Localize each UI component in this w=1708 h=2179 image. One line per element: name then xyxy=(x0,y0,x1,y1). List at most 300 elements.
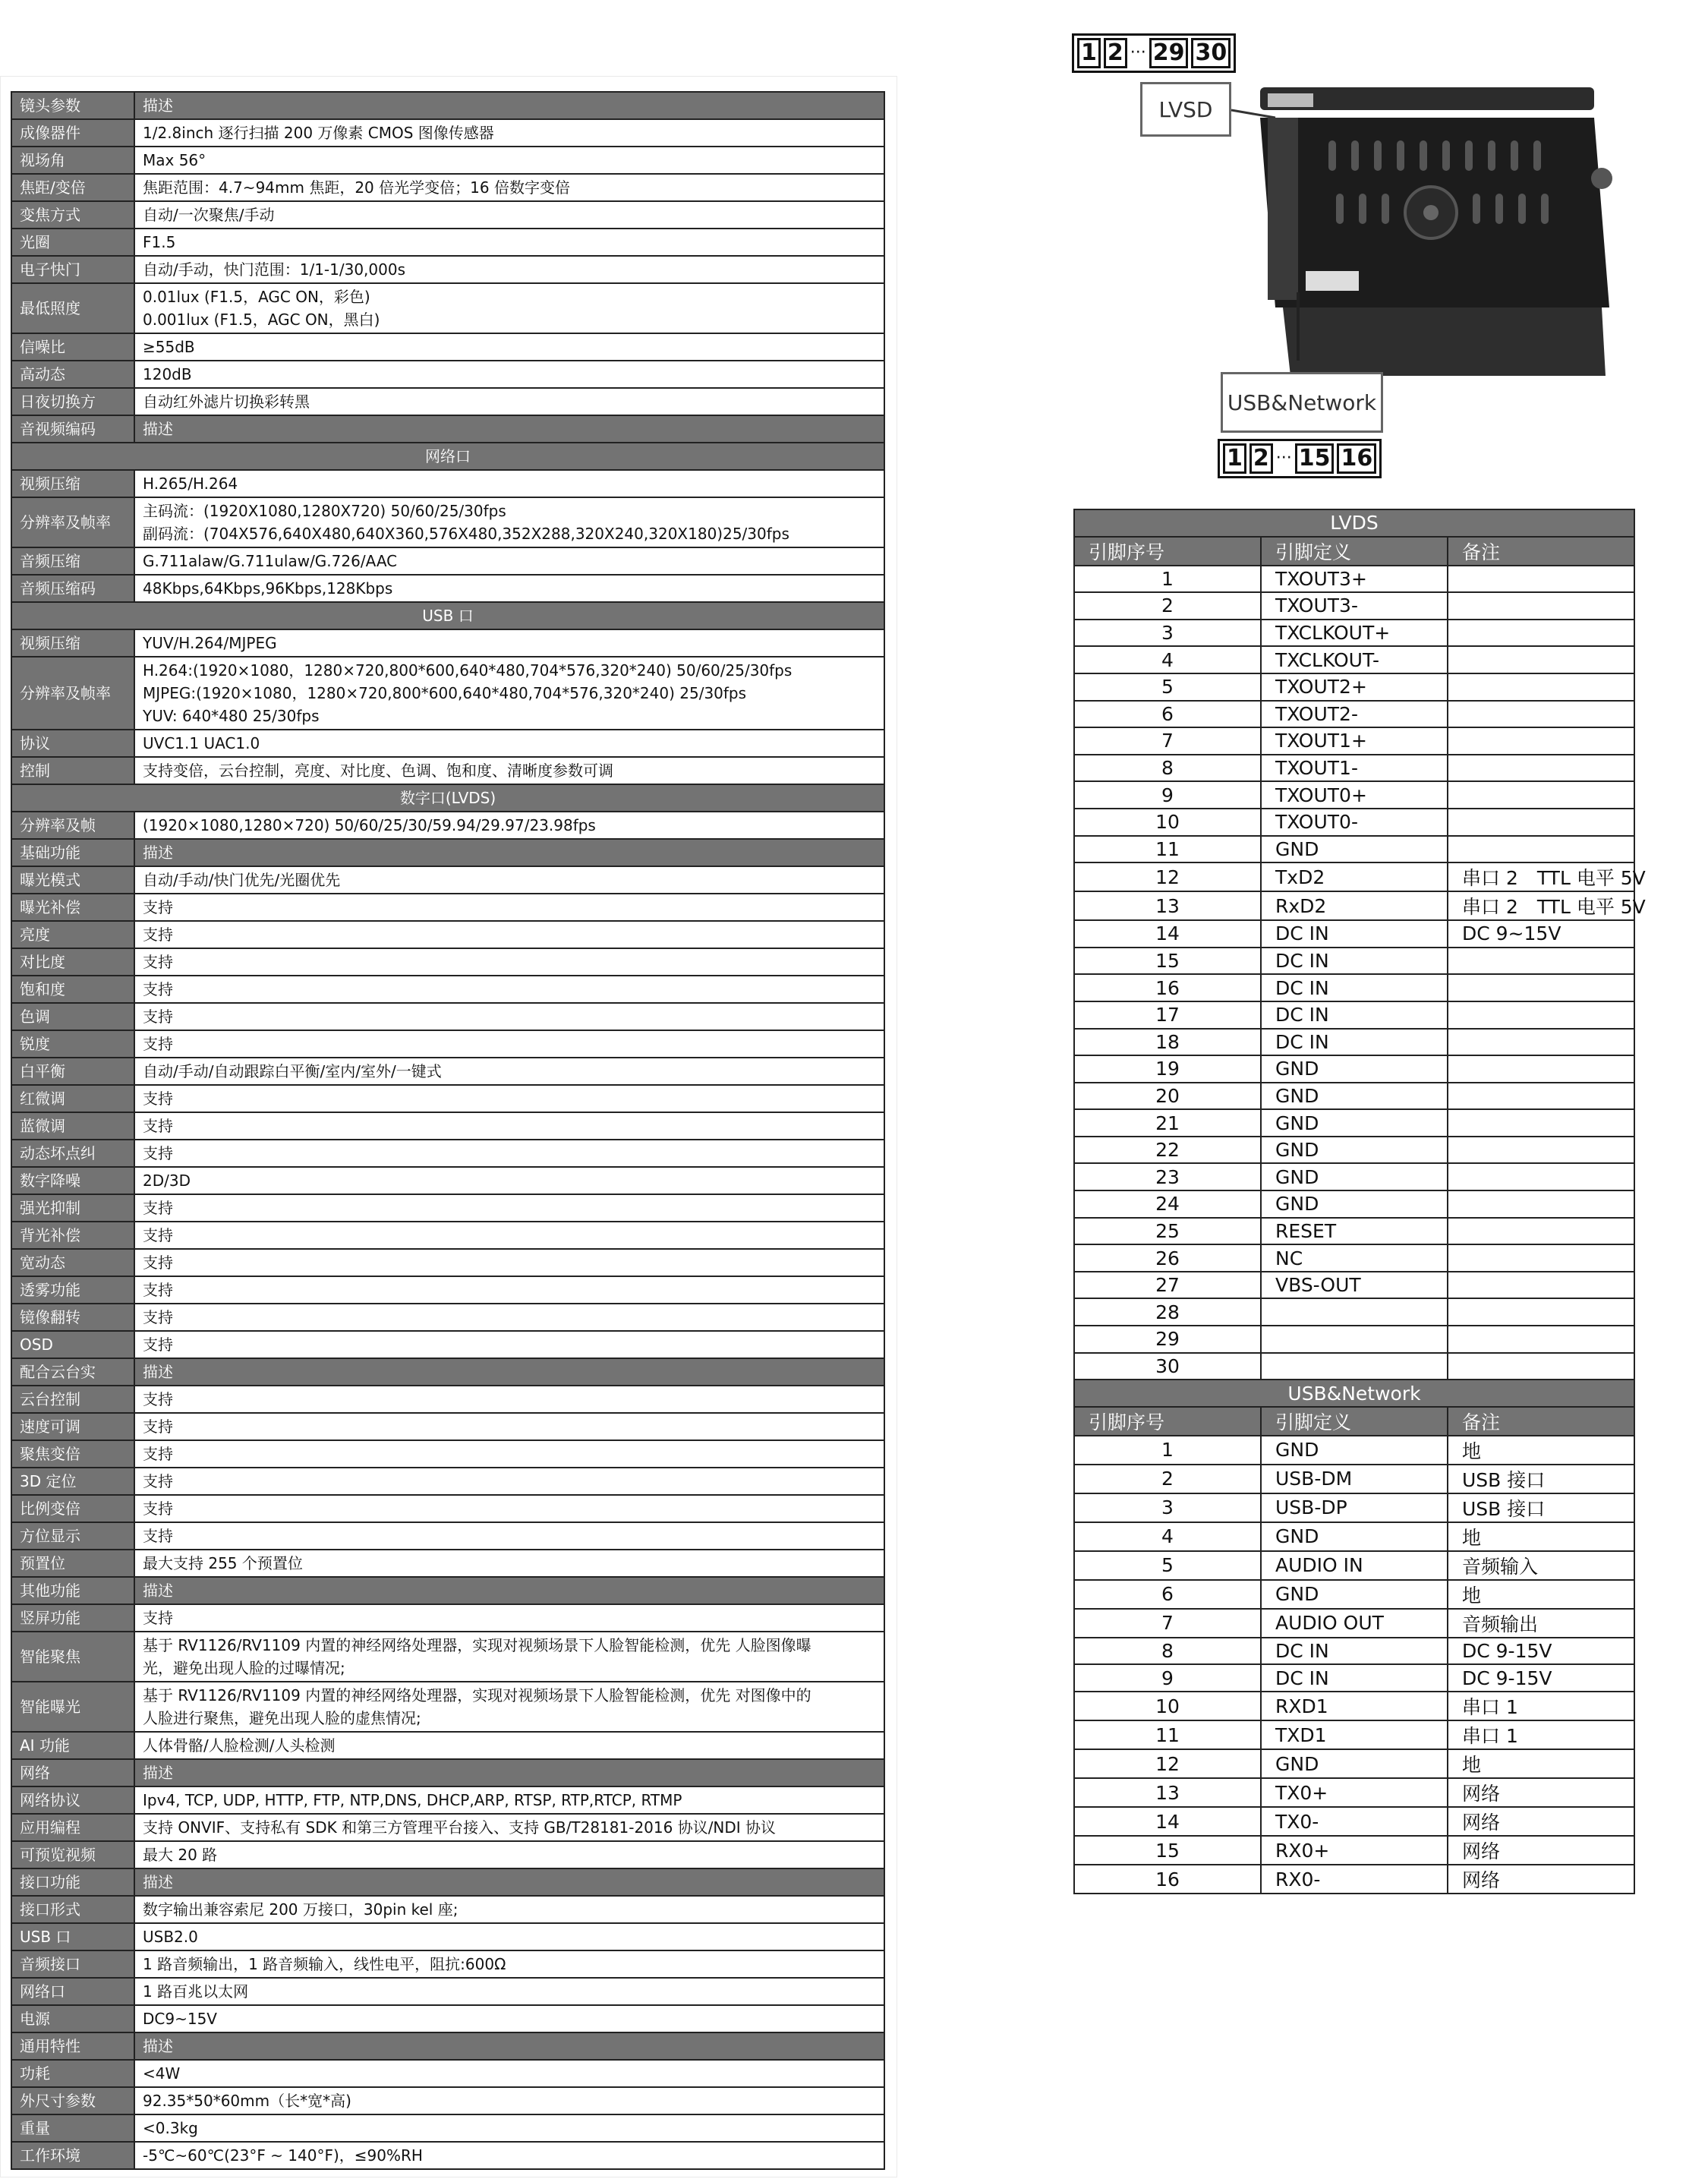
usb-pin-row xyxy=(1074,1522,1634,1551)
spec-label: 接口形式 xyxy=(11,1896,134,1923)
spec-value: 支持 xyxy=(134,1331,884,1358)
spec-label: 最低照度 xyxy=(11,283,134,333)
spec-value: 支持 xyxy=(134,1194,884,1222)
spec-label: 控制 xyxy=(11,757,134,784)
pin-number: 11 xyxy=(1074,836,1261,863)
spec-value: 120dB xyxy=(134,361,884,388)
spec-label: 网络协议 xyxy=(11,1786,134,1814)
spec-value: 描述 xyxy=(134,1577,884,1604)
spec-value: 描述 xyxy=(134,1759,884,1786)
usb-pin-row xyxy=(1074,1720,1634,1749)
spec-label: 白平衡 xyxy=(11,1058,134,1085)
spec-row xyxy=(11,976,884,1003)
spec-row xyxy=(11,2060,884,2087)
spec-value-multiline xyxy=(134,497,884,547)
spec-label: 方位显示 xyxy=(11,1522,134,1550)
pin-definition: TXCLKOUT- xyxy=(1261,646,1448,673)
pin-ellipsis: ··· xyxy=(1130,43,1146,62)
spec-label: 音频接口 xyxy=(11,1950,134,1978)
pin-definition xyxy=(1261,1353,1448,1380)
lvds-header-row xyxy=(1074,537,1634,566)
lvds-pin-row xyxy=(1074,1298,1634,1326)
pin-note: 网络 xyxy=(1448,1807,1634,1836)
spec-label: 应用编程 xyxy=(11,1814,134,1841)
pin-label: 29 xyxy=(1149,38,1189,68)
pin-definition: TXOUT0+ xyxy=(1261,781,1448,809)
pin-number: 20 xyxy=(1074,1083,1261,1110)
pin-note xyxy=(1448,1190,1634,1218)
pin-note xyxy=(1448,1001,1634,1029)
pin-number: 2 xyxy=(1074,1465,1261,1493)
pin-number: 16 xyxy=(1074,1865,1261,1894)
pin-definition: TXOUT2- xyxy=(1261,701,1448,728)
spec-label: 电子快门 xyxy=(11,256,134,283)
lvsd-callout: LVSD xyxy=(1140,82,1231,137)
pin-definition: TXOUT3- xyxy=(1261,592,1448,620)
spec-value: 支持 xyxy=(134,1522,884,1550)
spec-label: 镜像翻转 xyxy=(11,1304,134,1331)
spec-value: 最大支持 255 个预置位 xyxy=(134,1550,884,1577)
spec-row xyxy=(11,866,884,894)
usb-table-title xyxy=(1074,1380,1634,1407)
spec-row xyxy=(11,1604,884,1632)
lvds-pin-row xyxy=(1074,1083,1634,1110)
spec-label: 红微调 xyxy=(11,1085,134,1112)
pin-note xyxy=(1448,1353,1634,1380)
pin-note: 音频输出 xyxy=(1448,1609,1634,1638)
spec-row xyxy=(11,283,884,333)
spec-row xyxy=(11,1386,884,1413)
pin-note xyxy=(1448,1055,1634,1083)
pin-definition: VBS-OUT xyxy=(1261,1272,1448,1299)
spec-value: 最大 20 路 xyxy=(134,1841,884,1868)
spec-row xyxy=(11,1814,884,1841)
spec-row xyxy=(11,730,884,757)
spec-label: 智能曝光 xyxy=(11,1682,134,1732)
spec-label: 音频压缩 xyxy=(11,547,134,575)
spec-label: 重量 xyxy=(11,2114,134,2142)
pin-note: 地 xyxy=(1448,1436,1634,1465)
spec-label: 智能聚焦 xyxy=(11,1632,134,1682)
spec-row xyxy=(11,1249,884,1276)
pin-definition: USB-DM xyxy=(1261,1465,1448,1493)
spec-value: 支持 xyxy=(134,976,884,1003)
pin-note xyxy=(1448,701,1634,728)
spec-label: 日夜切换方 xyxy=(11,388,134,415)
spec-value: (1920×1080,1280×720) 50/60/25/30/59.94/29.97/23.98fps xyxy=(134,812,884,839)
pin-number: 3 xyxy=(1074,620,1261,647)
pin-label: 1 xyxy=(1223,443,1246,474)
pin-label: 30 xyxy=(1191,38,1231,68)
spec-row xyxy=(11,1896,884,1923)
spec-value: 支持 xyxy=(134,894,884,921)
usb-pin-row xyxy=(1074,1749,1634,1778)
pin-note: USB 接口 xyxy=(1448,1493,1634,1522)
spec-value: <4W xyxy=(134,2060,884,2087)
lvds-pin-row xyxy=(1074,948,1634,975)
section-header-row xyxy=(11,784,884,812)
spec-value: 1/2.8inch 逐行扫描 200 万像素 CMOS 图像传感器 xyxy=(134,119,884,147)
pin-number: 28 xyxy=(1074,1298,1261,1326)
spec-row xyxy=(11,497,884,547)
spec-row xyxy=(11,201,884,229)
spec-row xyxy=(11,388,884,415)
lvds-pin-row xyxy=(1074,727,1634,755)
spec-value-line: 副码流：(704X576,640X480,640X360,576X480,352X288,320X240,320X180)25/30fps xyxy=(143,525,789,543)
spec-value: 支持 ONVIF、支持私有 SDK 和第三方管理平台接入、支持 GB/T28181-2016 协议/NDI 协议 xyxy=(134,1814,884,1841)
pin-number: 14 xyxy=(1074,1807,1261,1836)
pin-definition: DC IN xyxy=(1261,1638,1448,1665)
pin-note xyxy=(1448,836,1634,863)
usb-pin-row xyxy=(1074,1609,1634,1638)
section-header-row xyxy=(11,602,884,629)
spec-row xyxy=(11,1222,884,1249)
pin-number: 6 xyxy=(1074,701,1261,728)
spec-value-line: 0.001lux (F1.5，AGC ON，黑白) xyxy=(143,311,380,329)
column-header: 引脚定义 xyxy=(1261,1407,1448,1436)
spec-label: 竖屏功能 xyxy=(11,1604,134,1632)
section-title: 网络口 xyxy=(11,443,884,470)
pin-label: 1 xyxy=(1077,38,1101,68)
pin-number: 14 xyxy=(1074,920,1261,948)
lvds-table-title xyxy=(1074,509,1634,537)
spec-row xyxy=(11,1550,884,1577)
pin-number: 4 xyxy=(1074,1522,1261,1551)
spec-row xyxy=(11,1112,884,1140)
pin-definition: DC IN xyxy=(1261,1664,1448,1692)
pin-number: 9 xyxy=(1074,781,1261,809)
pin-number: 5 xyxy=(1074,673,1261,701)
pin-number: 27 xyxy=(1074,1272,1261,1299)
spec-row xyxy=(11,629,884,657)
pin-definition: AUDIO OUT xyxy=(1261,1609,1448,1638)
pin-definition: RX0+ xyxy=(1261,1836,1448,1865)
spec-value: 支持 xyxy=(134,1386,884,1413)
spec-label: 分辨率及帧 xyxy=(11,812,134,839)
usb-pin-row xyxy=(1074,1807,1634,1836)
pin-label: 16 xyxy=(1337,443,1376,474)
lvds-pin-row xyxy=(1074,920,1634,948)
spec-row xyxy=(11,1841,884,1868)
pin-number: 4 xyxy=(1074,646,1261,673)
lvds-pin-row xyxy=(1074,755,1634,782)
spec-label: 高动态 xyxy=(11,361,134,388)
pin-number: 15 xyxy=(1074,1836,1261,1865)
spec-value: H.265/H.264 xyxy=(134,470,884,497)
pin-note xyxy=(1448,1298,1634,1326)
spec-value: 支持变倍，云台控制，亮度、对比度、色调、饱和度、清晰度参数可调 xyxy=(134,757,884,784)
spec-label: 数字降噪 xyxy=(11,1167,134,1194)
pin-definition: TXOUT1+ xyxy=(1261,727,1448,755)
spec-label: 曝光模式 xyxy=(11,866,134,894)
spec-label: 协议 xyxy=(11,730,134,757)
lvds-pin-row xyxy=(1074,646,1634,673)
spec-row xyxy=(11,1495,884,1522)
spec-value: YUV/H.264/MJPEG xyxy=(134,629,884,657)
spec-row xyxy=(11,1632,884,1682)
spec-row xyxy=(11,333,884,361)
pin-number: 1 xyxy=(1074,566,1261,593)
lvds-pin-row xyxy=(1074,1137,1634,1164)
lvds-pin-row xyxy=(1074,781,1634,809)
spec-label: 基础功能 xyxy=(11,839,134,866)
spec-label: 云台控制 xyxy=(11,1386,134,1413)
spec-value: 数字输出兼容索尼 200 万接口，30pin kel 座; xyxy=(134,1896,884,1923)
spec-value: Max 56° xyxy=(134,147,884,174)
spec-row xyxy=(11,1468,884,1495)
spec-label: 背光补偿 xyxy=(11,1222,134,1249)
spec-label: 聚焦变倍 xyxy=(11,1440,134,1468)
spec-label: AI 功能 xyxy=(11,1732,134,1759)
spec-value: DC9~15V xyxy=(134,2005,884,2032)
pin-number: 5 xyxy=(1074,1551,1261,1580)
pin-number: 10 xyxy=(1074,1692,1261,1720)
pin-number: 6 xyxy=(1074,1580,1261,1609)
pin-definition: GND xyxy=(1261,1190,1448,1218)
spec-value: 92.35*50*60mm（长*宽*高) xyxy=(134,2087,884,2114)
spec-row xyxy=(11,547,884,575)
spec-label: 锐度 xyxy=(11,1030,134,1058)
pin-definition: DC IN xyxy=(1261,1001,1448,1029)
spec-label: 成像器件 xyxy=(11,119,134,147)
spec-row xyxy=(11,174,884,201)
spec-value: 支持 xyxy=(134,1249,884,1276)
lvds-pin-row xyxy=(1074,1055,1634,1083)
lvds-pin-row xyxy=(1074,862,1634,891)
spec-row xyxy=(11,757,884,784)
category-header-row xyxy=(11,2032,884,2060)
spec-label: 工作环境 xyxy=(11,2142,134,2169)
lvds-connector-pin-strip xyxy=(1072,33,1236,73)
pin-table-title: LVDS xyxy=(1074,509,1634,537)
spec-label: 速度可调 xyxy=(11,1413,134,1440)
spec-label: 信噪比 xyxy=(11,333,134,361)
spec-label: 分辨率及帧率 xyxy=(11,497,134,547)
category-header-row xyxy=(11,1358,884,1386)
lvds-pin-row xyxy=(1074,1029,1634,1056)
pin-label: 2 xyxy=(1104,38,1127,68)
spec-label: 电源 xyxy=(11,2005,134,2032)
pin-definition: GND xyxy=(1261,1055,1448,1083)
spec-row xyxy=(11,1085,884,1112)
pin-definition: RXD1 xyxy=(1261,1692,1448,1720)
section-title: 数字口(LVDS) xyxy=(11,784,884,812)
pin-definition: GND xyxy=(1261,1436,1448,1465)
spec-row xyxy=(11,1522,884,1550)
pin-note: 串口 1 xyxy=(1448,1692,1634,1720)
usb-pin-row xyxy=(1074,1778,1634,1807)
spec-row xyxy=(11,575,884,602)
pin-definition: TXOUT1- xyxy=(1261,755,1448,782)
spec-value: 支持 xyxy=(134,1112,884,1140)
column-header: 备注 xyxy=(1448,1407,1634,1436)
pin-definition: DC IN xyxy=(1261,948,1448,975)
spec-value: 描述 xyxy=(134,2032,884,2060)
pin-note: 串口 1 xyxy=(1448,1720,1634,1749)
usb-pin-row xyxy=(1074,1692,1634,1720)
spec-label: 焦距/变倍 xyxy=(11,174,134,201)
pin-note xyxy=(1448,1163,1634,1190)
spec-row xyxy=(11,1786,884,1814)
spec-value: 1 路音频输出，1 路音频输入，线性电平，阻抗:600Ω xyxy=(134,1950,884,1978)
pin-note: 地 xyxy=(1448,1522,1634,1551)
pin-note xyxy=(1448,566,1634,593)
pin-number: 2 xyxy=(1074,592,1261,620)
spec-label: 网络 xyxy=(11,1759,134,1786)
spec-value: 支持 xyxy=(134,1085,884,1112)
pin-number: 30 xyxy=(1074,1353,1261,1380)
pin-note xyxy=(1448,1272,1634,1299)
spec-row xyxy=(11,1413,884,1440)
pin-definition: TX0+ xyxy=(1261,1778,1448,1807)
pin-definition: DC IN xyxy=(1261,1029,1448,1056)
pin-number: 17 xyxy=(1074,1001,1261,1029)
usb-pin-row xyxy=(1074,1836,1634,1865)
spec-value: 描述 xyxy=(134,1358,884,1386)
pin-number: 18 xyxy=(1074,1029,1261,1056)
spec-label: 分辨率及帧率 xyxy=(11,657,134,730)
pin-number: 13 xyxy=(1074,891,1261,920)
spec-row xyxy=(11,2087,884,2114)
pin-note xyxy=(1448,781,1634,809)
spec-row xyxy=(11,256,884,283)
spec-row xyxy=(11,1194,884,1222)
spec-row xyxy=(11,1978,884,2005)
pin-note xyxy=(1448,592,1634,620)
pin-definition: GND xyxy=(1261,1137,1448,1164)
pin-number: 16 xyxy=(1074,974,1261,1001)
category-header-row xyxy=(11,92,884,119)
spec-value-multiline xyxy=(134,657,884,730)
spec-value-multiline xyxy=(134,283,884,333)
spec-value: -5℃~60℃(23°F ~ 140°F)，≤90%RH xyxy=(134,2142,884,2169)
pin-definition: GND xyxy=(1261,1163,1448,1190)
spec-value: 描述 xyxy=(134,92,884,119)
lvds-pin-row xyxy=(1074,1244,1634,1272)
spec-row xyxy=(11,1732,884,1759)
column-header: 引脚序号 xyxy=(1074,537,1261,566)
spec-row xyxy=(11,147,884,174)
lvds-pin-row xyxy=(1074,620,1634,647)
spec-value-multiline xyxy=(134,1632,884,1682)
spec-label: 其他功能 xyxy=(11,1577,134,1604)
spec-row xyxy=(11,812,884,839)
spec-row xyxy=(11,921,884,948)
pin-definition: TX0- xyxy=(1261,1807,1448,1836)
pin-number: 15 xyxy=(1074,948,1261,975)
spec-row xyxy=(11,1003,884,1030)
spec-label: 变焦方式 xyxy=(11,201,134,229)
spec-row xyxy=(11,1440,884,1468)
usb-pin-row xyxy=(1074,1638,1634,1665)
lvds-pin-row xyxy=(1074,566,1634,593)
spec-label: 视场角 xyxy=(11,147,134,174)
spec-row xyxy=(11,2114,884,2142)
spec-label: 曝光补偿 xyxy=(11,894,134,921)
spec-value: 描述 xyxy=(134,415,884,443)
spec-value: 支持 xyxy=(134,1495,884,1522)
pin-label: 2 xyxy=(1249,443,1273,474)
pin-definition: AUDIO IN xyxy=(1261,1551,1448,1580)
usb-pin-row xyxy=(1074,1865,1634,1894)
spec-label: 比例变倍 xyxy=(11,1495,134,1522)
spec-label: 预置位 xyxy=(11,1550,134,1577)
spec-value-line: YUV: 640*480 25/30fps xyxy=(143,707,320,725)
spec-value: 支持 xyxy=(134,1003,884,1030)
spec-row xyxy=(11,119,884,147)
pin-note xyxy=(1448,1029,1634,1056)
pin-definition xyxy=(1261,1298,1448,1326)
spec-row xyxy=(11,229,884,256)
pin-definition: USB-DP xyxy=(1261,1493,1448,1522)
spec-label: 配合云台实 xyxy=(11,1358,134,1386)
pin-number: 25 xyxy=(1074,1218,1261,1245)
pin-definition: DC IN xyxy=(1261,920,1448,948)
pin-note: 网络 xyxy=(1448,1865,1634,1894)
lvds-pin-row xyxy=(1074,836,1634,863)
pin-number: 21 xyxy=(1074,1109,1261,1137)
pin-definition: GND xyxy=(1261,1522,1448,1551)
pin-number: 10 xyxy=(1074,809,1261,836)
spec-label: 蓝微调 xyxy=(11,1112,134,1140)
pin-definition: RX0- xyxy=(1261,1865,1448,1894)
pin-definition: DC IN xyxy=(1261,974,1448,1001)
pin-number: 8 xyxy=(1074,755,1261,782)
spec-label: 通用特性 xyxy=(11,2032,134,2060)
spec-row xyxy=(11,470,884,497)
pin-note: 地 xyxy=(1448,1580,1634,1609)
pin-number: 1 xyxy=(1074,1436,1261,1465)
spec-value: Ipv4, TCP, UDP, HTTP, FTP, NTP,DNS, DHCP,ARP, RTSP, RTP,RTCP, RTMP xyxy=(134,1786,884,1814)
spec-label: 网络口 xyxy=(11,1978,134,2005)
spec-value: 自动/手动/自动跟踪白平衡/室内/室外/一键式 xyxy=(134,1058,884,1085)
spec-label: 亮度 xyxy=(11,921,134,948)
pin-note: DC 9-15V xyxy=(1448,1638,1634,1665)
pin-number: 12 xyxy=(1074,862,1261,891)
spec-row xyxy=(11,2005,884,2032)
pin-note: 串口 2 TTL 电平 5V xyxy=(1448,891,1634,920)
pin-definition: GND xyxy=(1261,1083,1448,1110)
usb-pin-row xyxy=(1074,1465,1634,1493)
spec-value: 2D/3D xyxy=(134,1167,884,1194)
pin-definition: TXCLKOUT+ xyxy=(1261,620,1448,647)
spec-row xyxy=(11,1682,884,1732)
category-header-row xyxy=(11,839,884,866)
spec-label: 宽动态 xyxy=(11,1249,134,1276)
spec-label: 光圈 xyxy=(11,229,134,256)
spec-value: 支持 xyxy=(134,1140,884,1167)
pin-note xyxy=(1448,1218,1634,1245)
pin-number: 24 xyxy=(1074,1190,1261,1218)
spec-row xyxy=(11,1030,884,1058)
spec-label: 对比度 xyxy=(11,948,134,976)
usb-pin-row xyxy=(1074,1436,1634,1465)
spec-value-multiline xyxy=(134,1682,884,1732)
spec-value: 自动红外滤片切换彩转黑 xyxy=(134,388,884,415)
usb-pin-row xyxy=(1074,1664,1634,1692)
spec-value: USB2.0 xyxy=(134,1923,884,1950)
lvds-pin-row xyxy=(1074,809,1634,836)
spec-value: F1.5 xyxy=(134,229,884,256)
pin-note xyxy=(1448,809,1634,836)
pin-note xyxy=(1448,948,1634,975)
pin-note xyxy=(1448,673,1634,701)
pin-note xyxy=(1448,1083,1634,1110)
spec-value: UVC1.1 UAC1.0 xyxy=(134,730,884,757)
spec-row xyxy=(11,1331,884,1358)
pin-number: 22 xyxy=(1074,1137,1261,1164)
spec-label: OSD xyxy=(11,1331,134,1358)
